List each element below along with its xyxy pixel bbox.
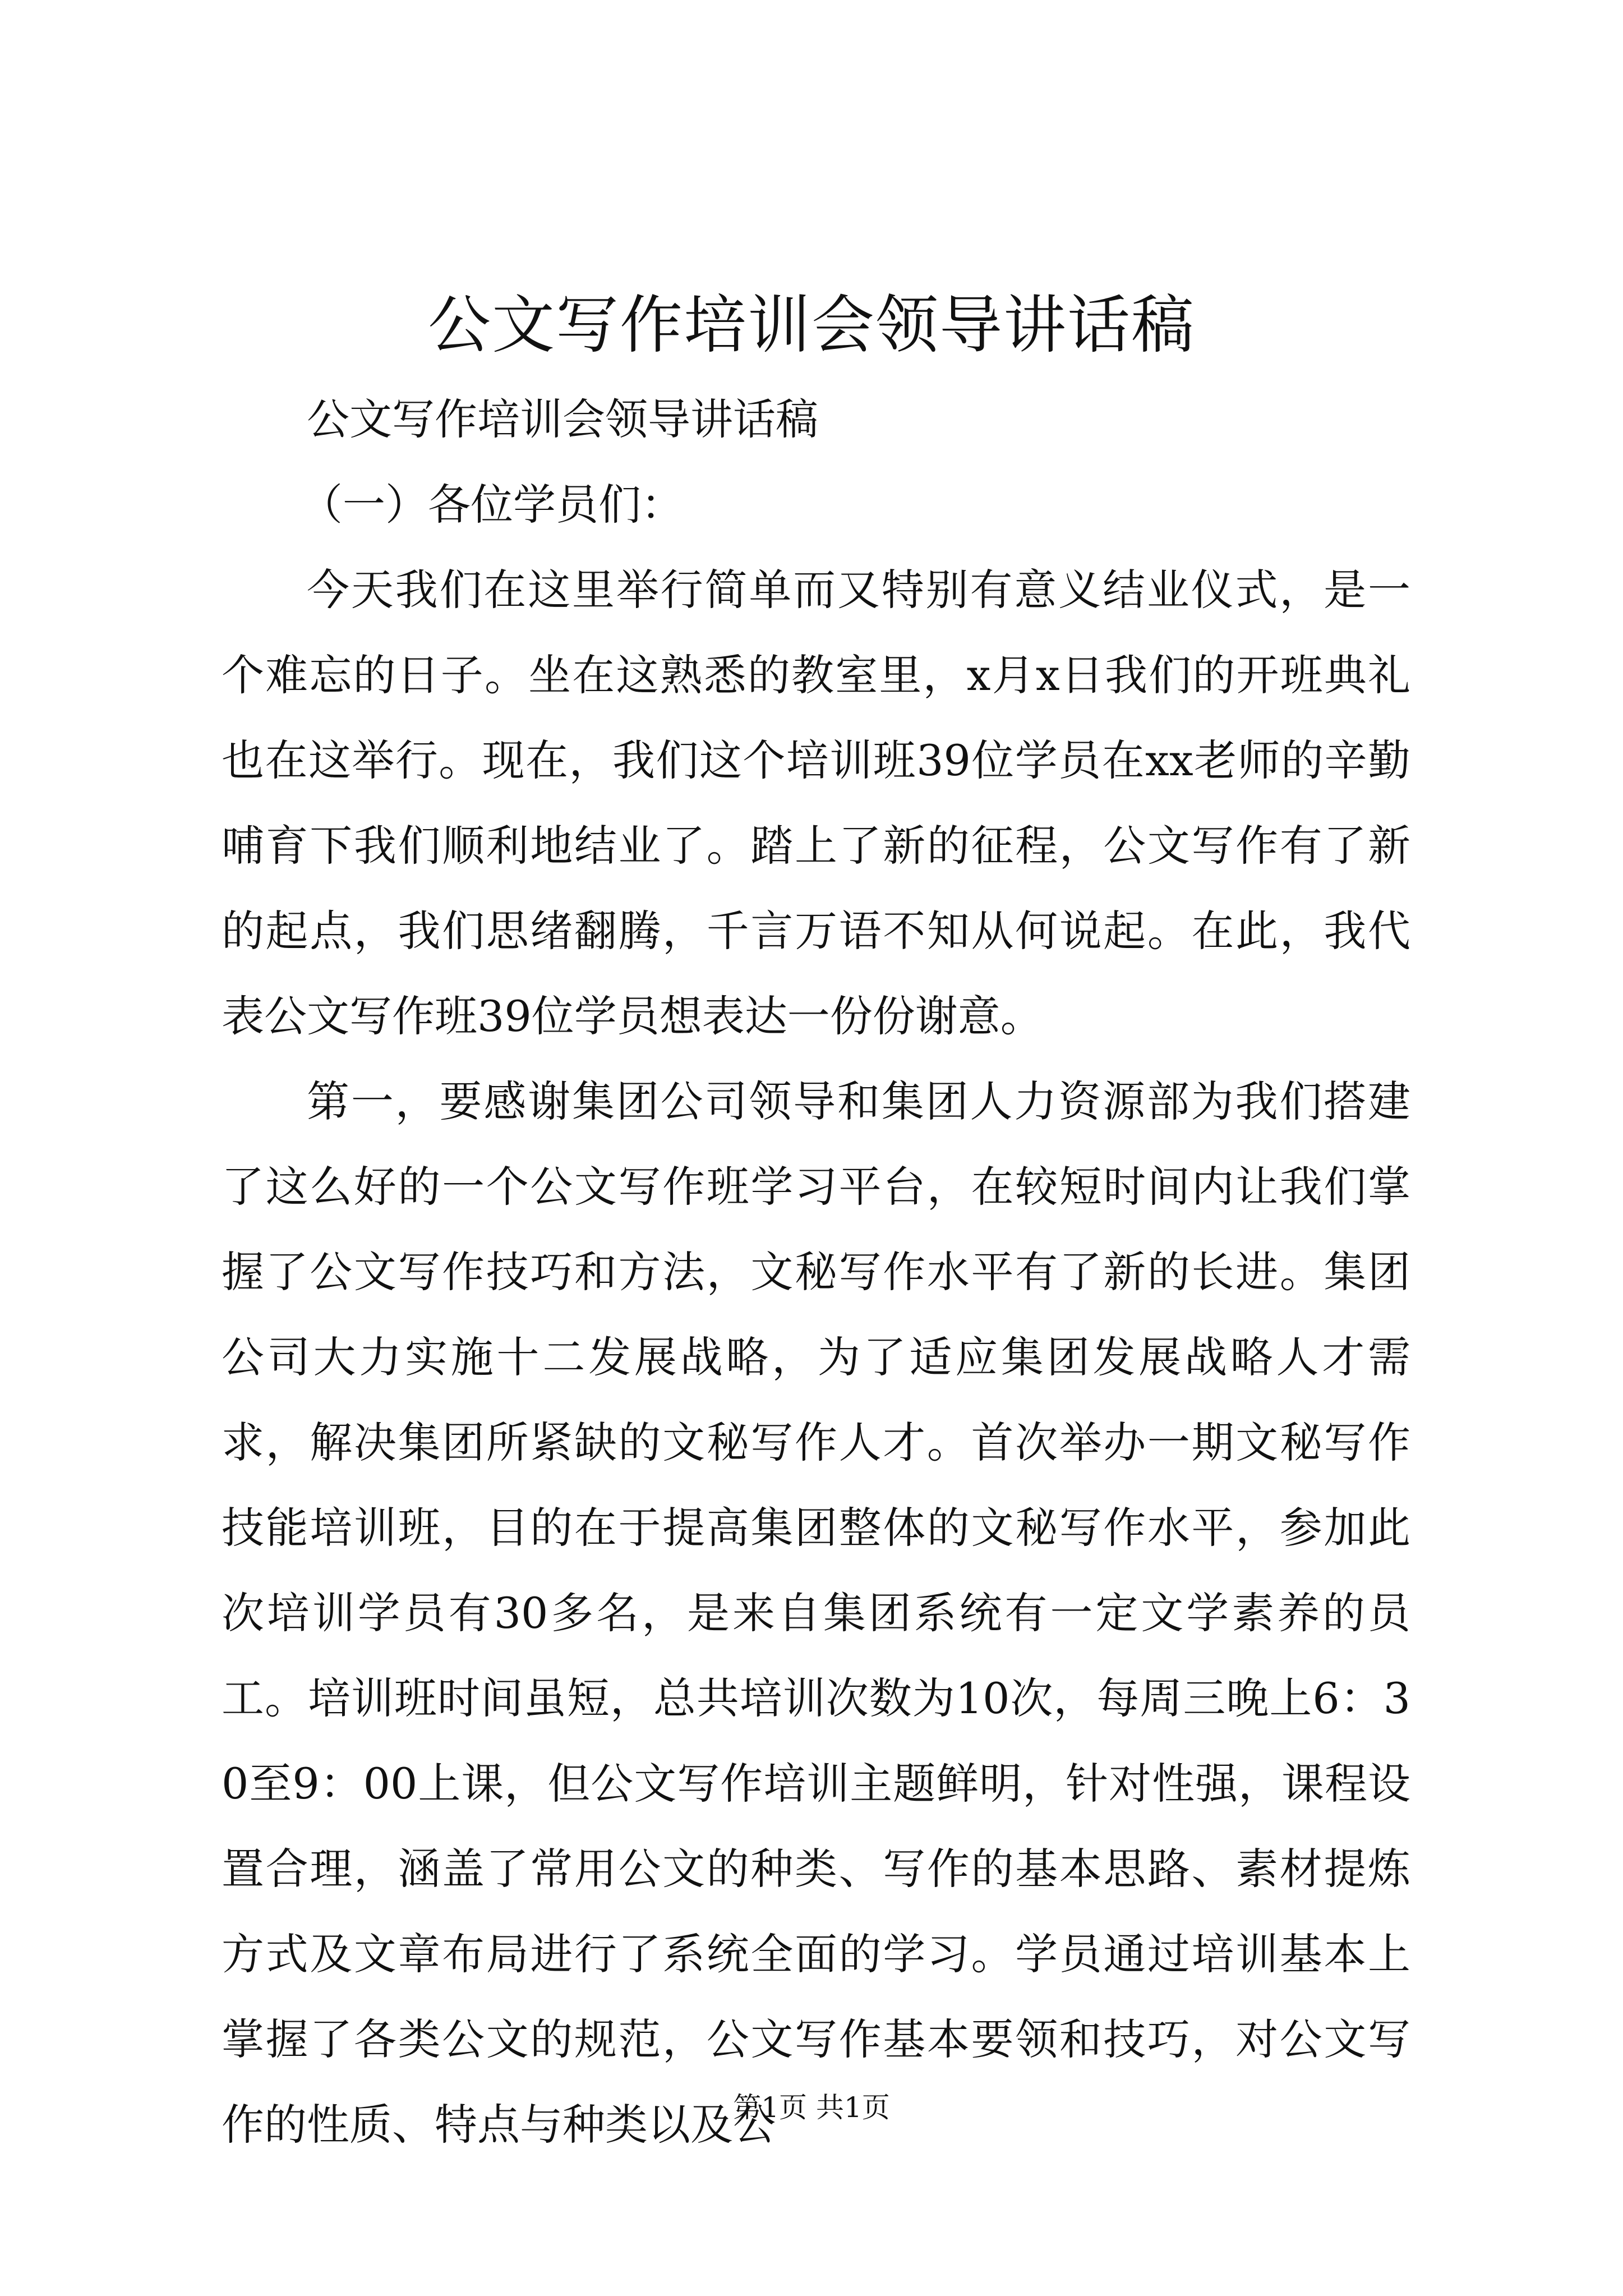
document-title: 公文写作培训会领导讲话稿	[428, 289, 1195, 362]
paragraph-2: 第一，要感谢集团公司领导和集团人力资源部为我们搭建了这么好的一个公文写作班学习平台，在较短时间内让我们掌握了公文写作技巧和方法，文秘写作水平有了新的长进。集团公司大力实施十二发展战略，为了适应集团发展战略人才需求，解决集团所紧缺的文秘写作人才。首次举办一期文秘写作技能培训班，目的在于提高集团整体的文秘写作水平，参加此次培训学员有30多名，是来自集团系统有一定文学素养的员工。培训班时间虽短，总共培训次数为10次，每周三晚上6：30至9：00上课，但公文写作培训主题鲜明，针对性强，课程设置合理，涵盖了常用公文的种类、写作的基本思路、素材提炼方式及文章布局进行了系统全面的学习。学员通过培训基本上掌握了各类公文的规范，公文写作基本要领和技巧，对公文写作的性质、特点与种类以及公	[222, 1076, 1410, 2150]
document-body	[222, 377, 1410, 2168]
document-subtitle: 公文写作培训会领导讲话稿	[307, 394, 818, 444]
paragraph-1: 今天我们在这里举行简单而又特别有意义结业仪式，是一个难忘的日子。坐在这熟悉的教室里，x月x日我们的开班典礼也在这举行。现在，我们这个培训班39位学员在xx老师的辛勤哺育下我们顺利地结业了。踏上了新的征程，公文写作有了新的起点，我们思绪翻腾，千言万语不知从何说起。在此，我代表公文写作班39位学员想表达一份份谢意。	[222, 565, 1410, 1041]
salutation: （一）各位学员们：	[300, 480, 684, 530]
page-footer: 第1页 共1页	[733, 2091, 890, 2124]
